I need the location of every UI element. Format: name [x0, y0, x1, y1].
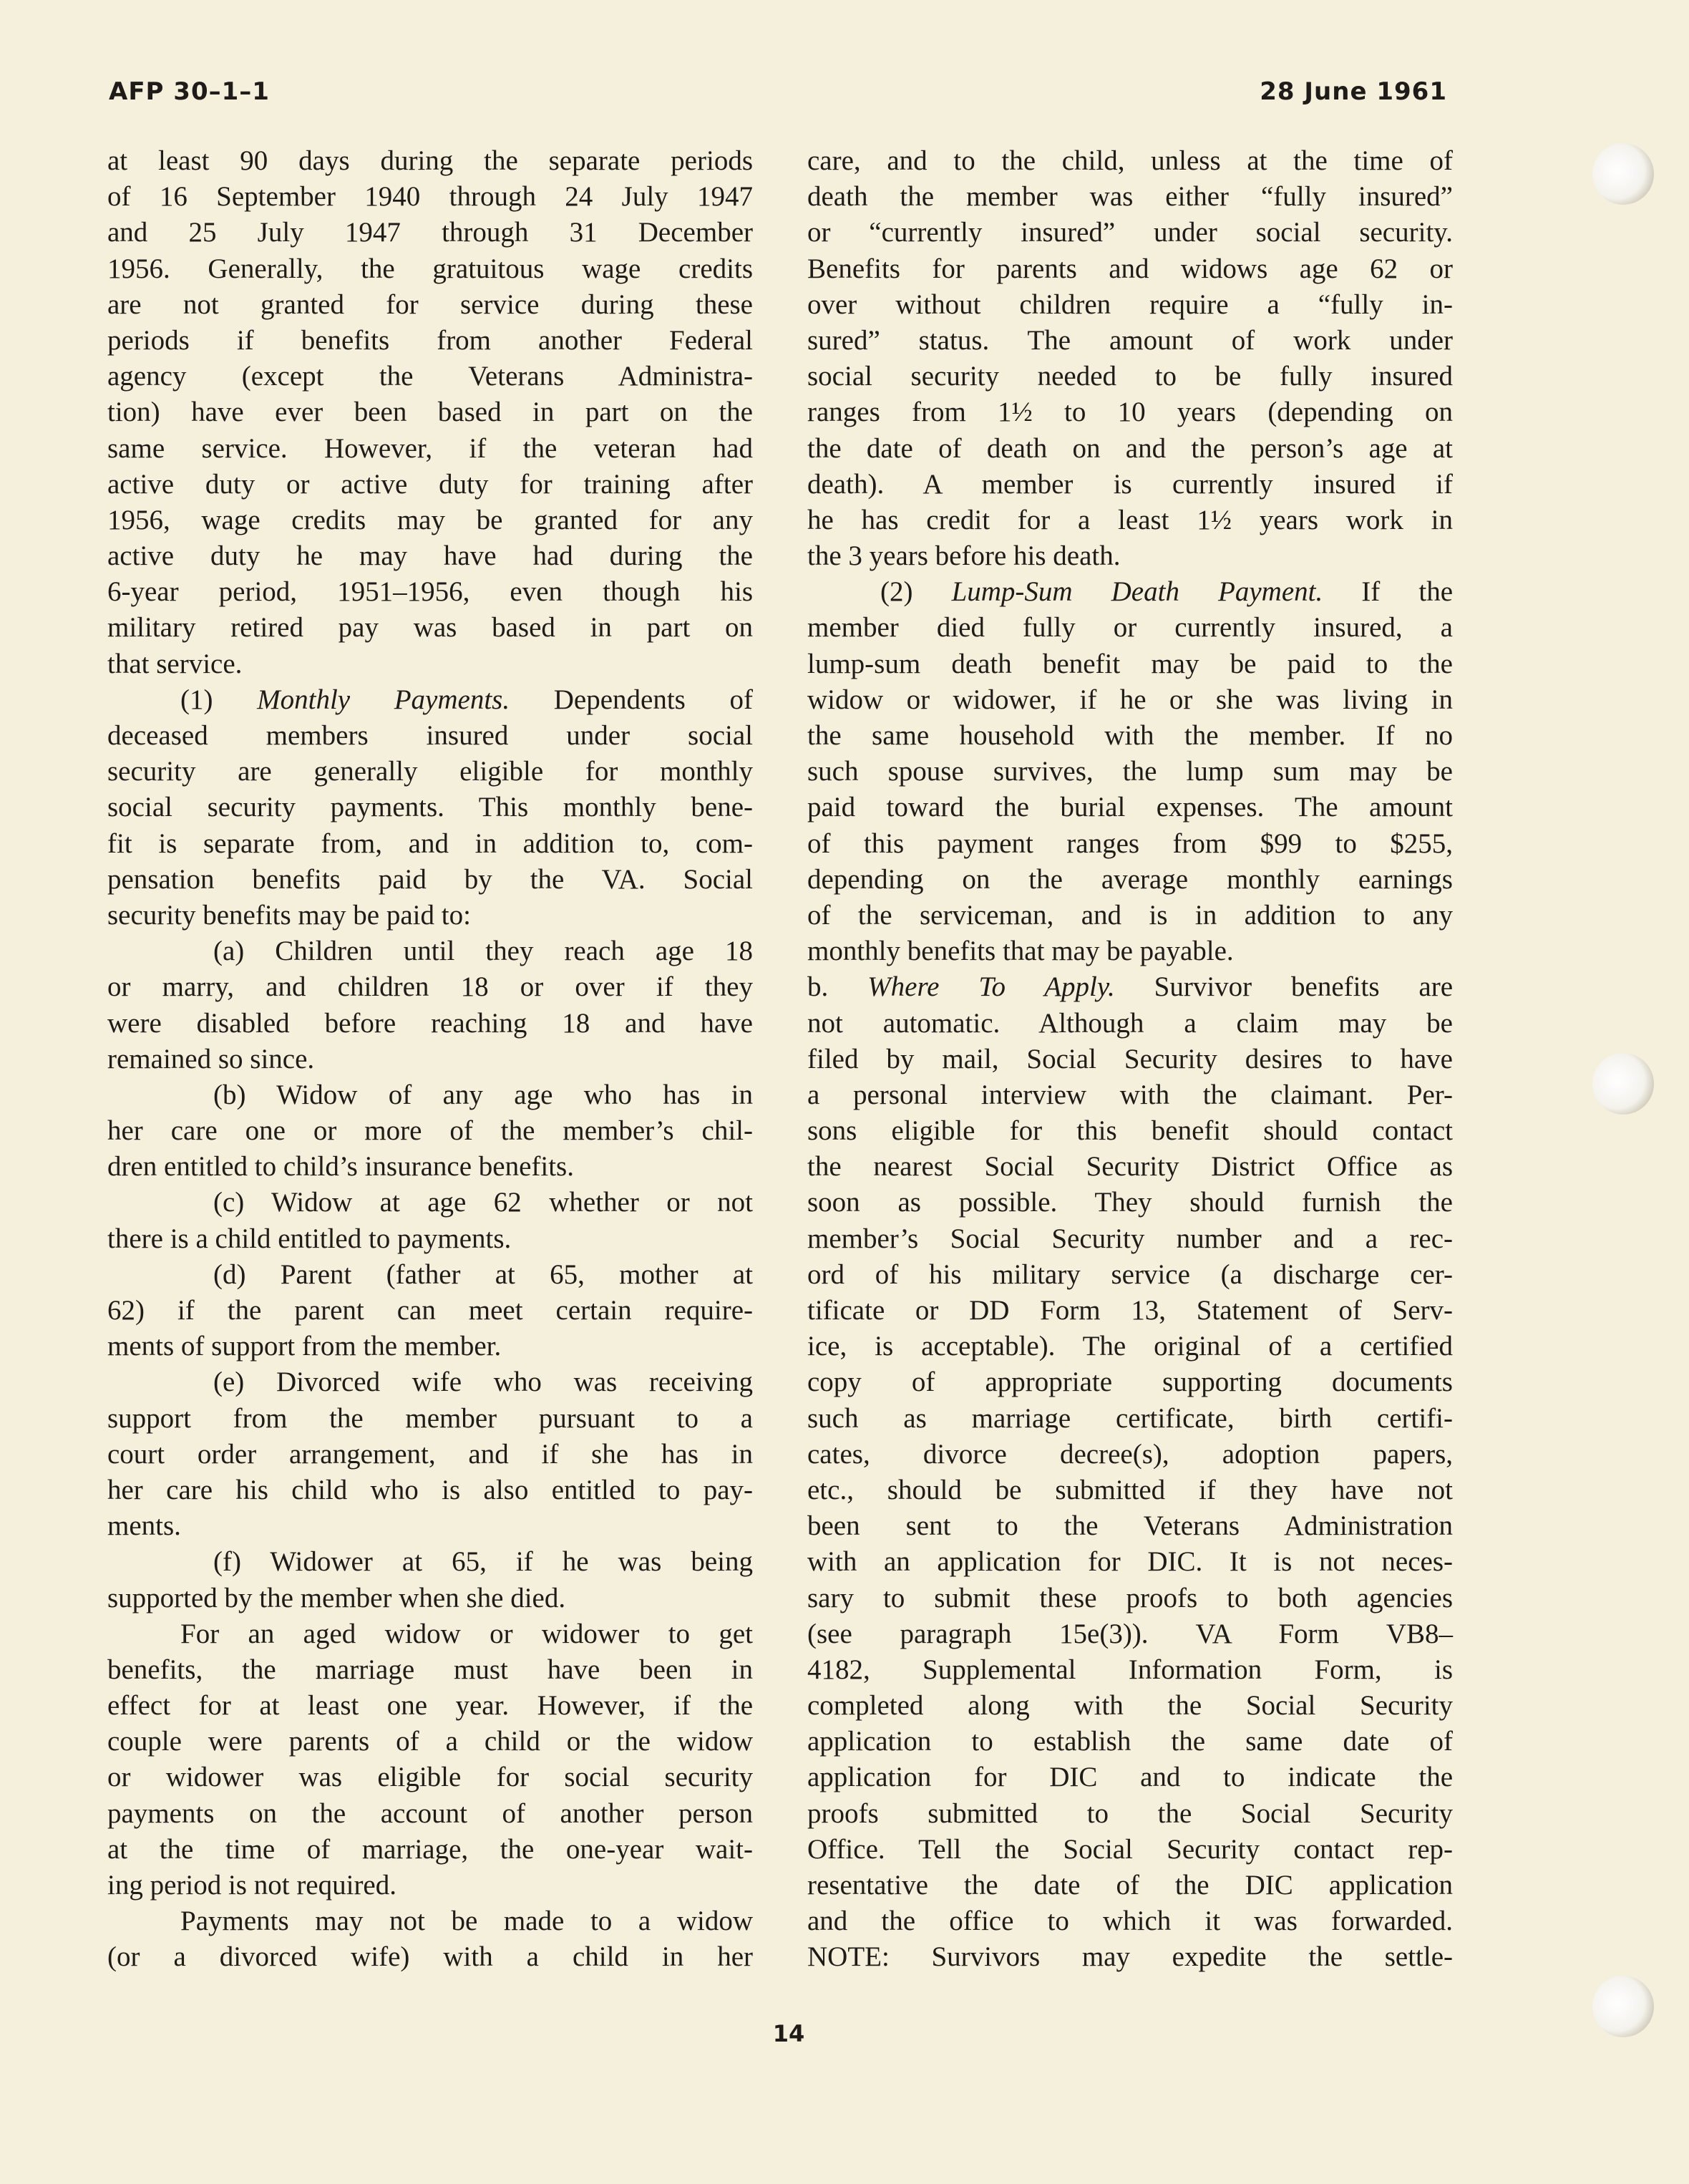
text-line — [107, 1006, 753, 1042]
text-line — [807, 1581, 1453, 1616]
text-segment: 4182, Supplemental Information Form, is — [807, 1654, 1453, 1685]
text-line — [107, 215, 753, 251]
text-segment: active duty or active duty for training after — [107, 468, 753, 500]
text-segment: such spouse survives, the lump sum may be — [807, 756, 1453, 787]
text-segment: tion) have ever been based in part on the — [107, 397, 753, 428]
text-line — [107, 1401, 753, 1437]
text-segment: payments on the account of another person — [107, 1797, 753, 1829]
text-line — [107, 933, 753, 969]
text-segment: sary to submit these proofs to both agencies — [807, 1582, 1453, 1613]
text-segment: member’s Social Security number and a rec- — [807, 1223, 1453, 1254]
text-line — [807, 1077, 1453, 1113]
text-segment: widow or widower, if he or she was living in — [807, 684, 1453, 715]
text-line — [807, 1939, 1453, 1975]
text-line — [807, 1257, 1453, 1293]
text-line — [807, 1868, 1453, 1903]
text-segment: fit is separate from, and in addition to, com- — [107, 828, 753, 859]
text-line — [107, 1796, 753, 1832]
text-line — [107, 862, 753, 898]
text-segment: application for DIC and to indicate the — [807, 1762, 1453, 1793]
text-segment: were disabled before reaching 18 and have — [107, 1007, 753, 1039]
text-segment: periods if benefits from another Federal — [107, 324, 753, 356]
text-line — [807, 826, 1453, 862]
text-line — [807, 1364, 1453, 1400]
text-segment: support from the member pursuant to a — [107, 1402, 753, 1434]
text-line — [107, 574, 753, 610]
text-segment: or “currently insured” under social security. — [807, 217, 1453, 248]
text-line — [807, 467, 1453, 503]
text-line — [107, 682, 753, 718]
text-segment: depending on the average monthly earnings — [807, 863, 1453, 895]
text-segment: social security needed to be fully insured — [807, 361, 1453, 392]
text-line — [807, 1329, 1453, 1364]
text-line — [807, 1796, 1453, 1832]
text-segment: that service. — [107, 648, 243, 679]
text-line — [807, 1149, 1453, 1185]
text-line — [807, 1472, 1453, 1508]
text-segment: he has credit for a least 1½ years work in — [807, 504, 1453, 535]
text-line — [107, 610, 753, 646]
text-segment: application to establish the same date of — [807, 1726, 1453, 1757]
paragraph-heading: Lump-Sum Death Payment. — [951, 576, 1323, 608]
page-number: 14 — [772, 2020, 805, 2047]
text-line — [107, 1760, 753, 1795]
text-line — [107, 718, 753, 754]
text-segment: at the time of marriage, the one-year wait- — [107, 1833, 753, 1865]
text-segment: at least 90 days during the separate periods — [107, 145, 753, 176]
text-line — [807, 574, 1453, 610]
text-segment: military retired pay was based in part on — [107, 612, 753, 644]
text-segment: care, and to the child, unless at the time of — [807, 145, 1453, 176]
text-segment: social security payments. This monthly bene- — [107, 792, 753, 823]
text-line — [807, 1724, 1453, 1760]
text-line — [107, 1364, 753, 1400]
text-segment: effect for at least one year. However, if the — [107, 1690, 753, 1722]
text-line — [807, 1006, 1453, 1042]
text-segment: completed along with the Social Security — [807, 1690, 1453, 1722]
text-segment: are not granted for service during these — [107, 288, 753, 320]
text-line — [807, 1508, 1453, 1544]
text-segment: death the member was either “fully insured” — [807, 181, 1453, 213]
text-segment: the same household with the member. If no — [807, 720, 1453, 751]
text-line — [107, 323, 753, 359]
text-segment: lump-sum death benefit may be paid to the — [807, 648, 1453, 679]
text-line — [107, 1077, 753, 1113]
text-line — [807, 503, 1453, 538]
text-segment: and 25 July 1947 through 31 December — [107, 217, 753, 248]
text-line — [107, 969, 753, 1005]
text-line — [807, 969, 1453, 1005]
text-line — [807, 287, 1453, 323]
text-segment: active duty he may have had during the — [107, 540, 753, 572]
text-segment: member died fully or currently insured, a — [807, 612, 1453, 644]
text-line — [807, 1652, 1453, 1688]
text-segment: Payments may not be made to a widow — [180, 1906, 753, 1937]
text-line — [807, 1832, 1453, 1868]
text-segment: security are generally eligible for monthly — [107, 756, 753, 787]
text-segment: sons eligible for this benefit should contact — [807, 1115, 1453, 1147]
text-line — [107, 538, 753, 574]
text-segment: Dependents of — [510, 684, 753, 715]
text-segment: (d) Parent (father at 65, mother at — [213, 1258, 753, 1290]
text-segment: copy of appropriate supporting documents — [807, 1367, 1453, 1398]
text-line — [107, 1293, 753, 1329]
text-segment: (e) Divorced wife who was receiving — [213, 1367, 753, 1398]
text-line — [107, 1042, 753, 1077]
text-segment: security benefits may be paid to: — [107, 899, 471, 931]
text-segment: with an application for DIC. It is not neces- — [807, 1546, 1453, 1578]
text-line — [107, 1544, 753, 1580]
paragraph-heading: Where To Apply. — [867, 971, 1115, 1003]
text-segment: agency (except the Veterans Administra- — [107, 361, 753, 392]
binder-hole-icon — [1592, 143, 1654, 205]
text-segment: 62) if the parent can meet certain require- — [107, 1295, 753, 1326]
text-segment: resentative the date of the DIC application — [807, 1870, 1453, 1901]
text-segment: of this payment ranges from $99 to $255, — [807, 828, 1453, 859]
text-line — [807, 862, 1453, 898]
binder-hole-icon — [1592, 1976, 1654, 2037]
text-line — [107, 1113, 753, 1149]
text-segment: court order arrangement, and if she has in — [107, 1438, 753, 1470]
document-date: 28 June 1961 — [1260, 77, 1447, 106]
text-segment: her care his child who is also entitled to pay- — [107, 1474, 753, 1505]
text-line — [107, 1437, 753, 1472]
text-segment: her care one or more of the member’s chil- — [107, 1115, 753, 1147]
text-line — [807, 215, 1453, 251]
text-segment: etc., should be submitted if they have not — [807, 1474, 1453, 1505]
text-line — [107, 1221, 753, 1257]
text-line — [807, 179, 1453, 215]
text-line — [807, 1903, 1453, 1939]
text-segment: If the — [1323, 576, 1454, 608]
text-segment: not automatic. Although a claim may be — [807, 1007, 1453, 1039]
text-line — [807, 1616, 1453, 1652]
text-segment: 6-year period, 1951–1956, even though his — [107, 576, 753, 608]
text-line — [807, 359, 1453, 394]
text-line — [107, 431, 753, 467]
text-line — [107, 826, 753, 862]
text-segment: ing period is not required. — [107, 1870, 396, 1901]
text-line — [807, 1185, 1453, 1220]
text-segment: ord of his military service (a discharge cer- — [807, 1258, 1453, 1290]
text-segment: supported by the member when she died. — [107, 1582, 566, 1613]
text-line — [807, 1221, 1453, 1257]
text-line — [107, 251, 753, 287]
text-line — [807, 718, 1453, 754]
text-line — [107, 359, 753, 394]
text-segment: (1) — [180, 684, 258, 715]
text-line — [807, 1437, 1453, 1472]
text-segment: same service. However, if the veteran had — [107, 432, 753, 464]
text-segment: filed by mail, Social Security desires to have — [807, 1043, 1453, 1074]
text-segment: cates, divorce decree(s), adoption papers, — [807, 1438, 1453, 1470]
text-line — [107, 646, 753, 682]
text-segment: and the office to which it was forwarded. — [807, 1906, 1453, 1937]
text-line — [107, 1508, 753, 1544]
text-segment: ranges from 1½ to 10 years (depending on — [807, 397, 1453, 428]
text-segment: (f) Widower at 65, if he was being — [213, 1546, 753, 1578]
text-segment: a personal interview with the claimant. Per- — [807, 1079, 1453, 1110]
text-line — [107, 1581, 753, 1616]
text-segment: ments. — [107, 1510, 181, 1542]
text-line — [807, 1401, 1453, 1437]
text-line — [807, 1760, 1453, 1795]
text-segment: proofs submitted to the Social Security — [807, 1797, 1453, 1829]
text-line — [107, 467, 753, 503]
text-line — [807, 1688, 1453, 1724]
text-segment: sured” status. The amount of work under — [807, 324, 1453, 356]
text-line — [807, 1293, 1453, 1329]
text-segment: pensation benefits paid by the VA. Social — [107, 863, 753, 895]
text-segment: b. — [807, 971, 868, 1003]
paragraph-heading: Monthly Payments. — [257, 684, 510, 715]
text-line — [807, 790, 1453, 825]
text-segment: Survivor benefits are — [1114, 971, 1454, 1003]
text-line — [807, 538, 1453, 574]
text-line — [807, 1113, 1453, 1149]
text-segment: 1956. Generally, the gratuitous wage credits — [107, 253, 753, 284]
text-segment: NOTE: Survivors may expedite the settle- — [807, 1941, 1453, 1973]
text-line — [107, 1616, 753, 1652]
text-segment: (or a divorced wife) with a child in her — [107, 1941, 753, 1973]
text-line — [107, 898, 753, 933]
text-line — [807, 682, 1453, 718]
text-line — [807, 646, 1453, 682]
text-line — [107, 143, 753, 179]
text-line — [107, 1868, 753, 1903]
text-segment: there is a child entitled to payments. — [107, 1223, 512, 1254]
text-segment: remained so since. — [107, 1043, 315, 1074]
text-line — [107, 1149, 753, 1185]
text-segment: Office. Tell the Social Security contact rep- — [807, 1833, 1453, 1865]
text-line — [807, 1544, 1453, 1580]
text-line — [107, 179, 753, 215]
text-line — [107, 1652, 753, 1688]
text-segment: the nearest Social Security District Office as — [807, 1151, 1453, 1183]
text-segment: such as marriage certificate, birth certifi- — [807, 1402, 1453, 1434]
text-segment: of 16 September 1940 through 24 July 1947 — [107, 181, 753, 213]
text-segment: 1956, wage credits may be granted for any — [107, 504, 753, 535]
text-line — [107, 790, 753, 825]
text-line — [107, 1688, 753, 1724]
text-segment: (c) Widow at age 62 whether or not — [213, 1187, 753, 1218]
text-line — [107, 287, 753, 323]
text-segment: paid toward the burial expenses. The amount — [807, 792, 1453, 823]
text-line — [107, 754, 753, 790]
text-segment: over without children require a “fully in- — [807, 288, 1453, 320]
right-text-column — [807, 143, 1453, 1976]
text-segment: monthly benefits that may be payable. — [807, 936, 1234, 967]
text-line — [807, 754, 1453, 790]
text-line — [807, 394, 1453, 430]
text-segment: of the serviceman, and is in addition to any — [807, 899, 1453, 931]
text-line — [107, 503, 753, 538]
text-line — [807, 898, 1453, 933]
text-line — [107, 1185, 753, 1220]
text-line — [807, 610, 1453, 646]
text-segment: or widower was eligible for social security — [107, 1762, 753, 1793]
text-line — [107, 394, 753, 430]
document-number: AFP 30–1–1 — [109, 77, 270, 106]
text-segment: the date of death on and the person’s age at — [807, 432, 1453, 464]
text-segment: Benefits for parents and widows age 62 or — [807, 253, 1453, 284]
text-line — [107, 1832, 753, 1868]
text-segment: or marry, and children 18 or over if they — [107, 971, 753, 1003]
text-segment: (b) Widow of any age who has in — [213, 1079, 753, 1110]
text-segment: (a) Children until they reach age 18 — [213, 936, 753, 967]
text-segment: soon as possible. They should furnish the — [807, 1187, 1453, 1218]
text-line — [107, 1257, 753, 1293]
text-line — [107, 1903, 753, 1939]
binder-hole-icon — [1592, 1053, 1654, 1115]
text-segment: tificate or DD Form 13, Statement of Serv- — [807, 1295, 1453, 1326]
text-line — [107, 1724, 753, 1760]
text-segment: death). A member is currently insured if — [807, 468, 1453, 500]
text-segment: ments of support from the member. — [107, 1331, 502, 1362]
text-segment: dren entitled to child’s insurance benefits. — [107, 1151, 574, 1183]
left-text-column — [107, 143, 753, 1976]
text-line — [107, 1472, 753, 1508]
text-segment: deceased members insured under social — [107, 720, 753, 751]
text-line — [807, 251, 1453, 287]
text-line — [807, 1042, 1453, 1077]
text-line — [107, 1329, 753, 1364]
text-line — [807, 143, 1453, 179]
text-segment: couple were parents of a child or the widow — [107, 1726, 753, 1757]
text-line — [807, 933, 1453, 969]
text-line — [807, 431, 1453, 467]
text-segment: the 3 years before his death. — [807, 540, 1121, 572]
text-segment: been sent to the Veterans Administration — [807, 1510, 1453, 1542]
text-segment: (2) — [880, 576, 952, 608]
text-line — [107, 1939, 753, 1975]
text-segment: (see paragraph 15e(3)). VA Form VB8– — [807, 1618, 1453, 1649]
text-line — [807, 323, 1453, 359]
text-segment: ice, is acceptable). The original of a certified — [807, 1331, 1453, 1362]
text-segment: For an aged widow or widower to get — [180, 1618, 753, 1649]
text-segment: benefits, the marriage must have been in — [107, 1654, 753, 1685]
